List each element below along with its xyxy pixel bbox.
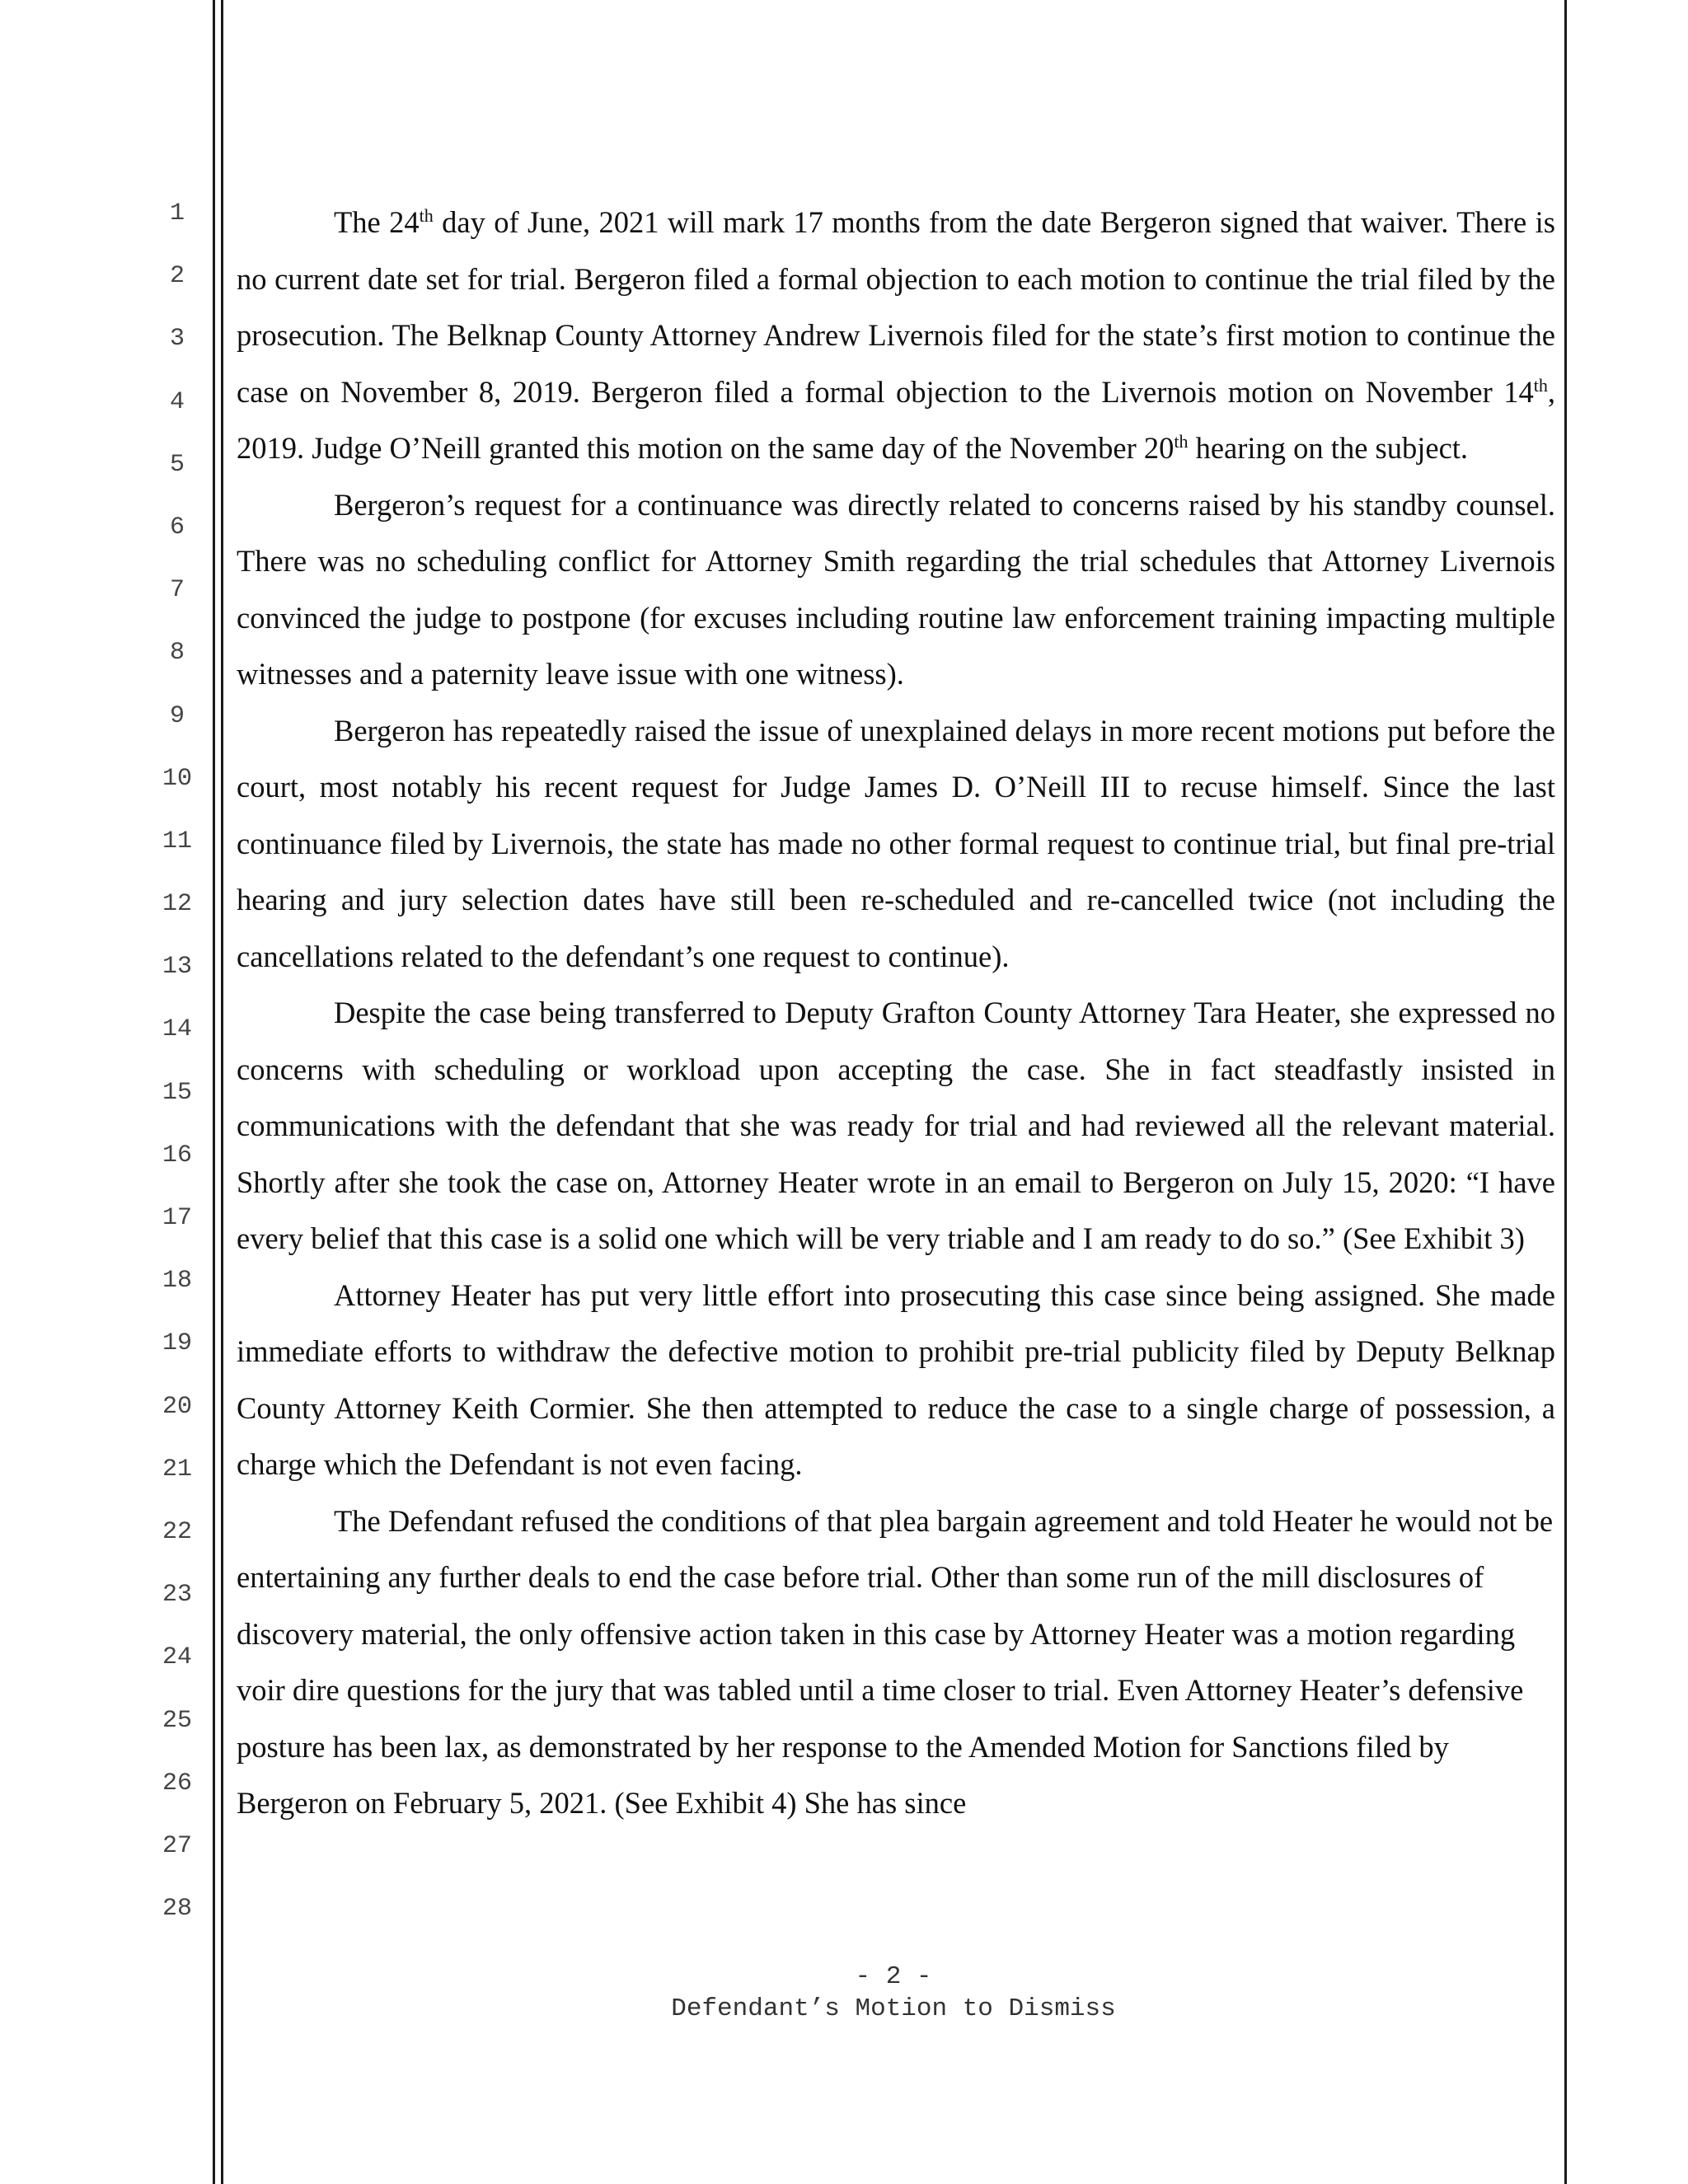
line-number: 4	[169, 387, 185, 416]
line-number: 9	[169, 701, 185, 730]
left-margin-rule-inner	[221, 0, 223, 2184]
paragraph-prosecution-effort: Attorney Heater has put very little effort into prosecuting this case since being assigned. She made immediate efforts to withdraw the defective motion to prohibit pre-trial publicity filed by Deputy Belknap County Attorney Keith Cormier. She then attempted to reduce the case to a single charge of possession, a charge which the Defendant is not even facing.	[237, 1277, 1555, 1481]
line-number: 24	[162, 1643, 192, 1672]
line-number: 28	[162, 1895, 192, 1924]
paragraph-waiver-timeline	[237, 194, 1555, 477]
paragraph-case-transfer: Despite the case being transferred to Deputy Grafton County Attorney Tara Heater, she expressed no concerns with scheduling or workload upon accepting the case. She in fact steadfastly insisted in communications with the defendant that she was ready for trial and had reviewed all the relevant material. Shortly after she took the case on, Attorney Heater wrote in an email to Bergeron on July 15, 2020: “I have every belief that this case is a solid one which will be very triable and I am ready to do so.” (See Exhibit 3)	[237, 996, 1555, 1255]
text-run: day of June, 2021 will mark 17 months from the date Bergeron signed that waiver. There is no current date set for trial. Bergeron filed a formal objection to each motion to continue the trial filed by the prosecution. The Belknap County Attorney Andrew Livernois filed for the state’s first motion to continue the case on November 8, 2019. Bergeron filed a formal objection to the Livernois motion on November 14	[237, 205, 1555, 409]
line-number: 10	[162, 764, 192, 793]
document-body	[237, 194, 1555, 1832]
line-number: 7	[169, 576, 185, 605]
ordinal-suffix: th	[1533, 374, 1548, 396]
line-number: 19	[162, 1329, 192, 1358]
left-margin-rule-outer	[213, 0, 215, 2184]
right-margin-rule	[1564, 0, 1567, 2184]
pleading-line-numbers	[148, 201, 206, 1959]
line-number: 16	[162, 1141, 192, 1169]
ordinal-suffix: th	[419, 204, 434, 226]
line-number: 23	[162, 1581, 192, 1610]
line-number: 12	[162, 890, 192, 919]
line-number: 22	[162, 1517, 192, 1546]
line-number: 21	[162, 1455, 192, 1483]
line-number: 3	[169, 325, 185, 354]
line-number: 26	[162, 1769, 192, 1797]
paragraph-continuance-request: Bergeron’s request for a continuance was directly related to concerns raised by his standby counsel. There was no scheduling conflict for Attorney Smith regarding the trial schedules that Attorney Livernois convinced the judge to postpone (for excuses including routine law enforcement training impacting multiple witnesses and a paternity leave issue with one witness).	[237, 487, 1555, 691]
paragraph-plea-refusal: The Defendant refused the conditions of that plea bargain agreement and told Heater he would not be entertaining any further deals to end the case before trial. Other than some run of the mill disclosures of discovery material, the only offensive action taken in this case by Attorney Heater was a motion regarding voir dire questions for the jury that was tabled until a time closer to trial. Even Attorney Heater’s defensive posture has been lax, as demonstrated by her response to the Amended Motion for Sanctions filed by Bergeron on February 5, 2021. (See Exhibit 4) She has since	[237, 1503, 1554, 1820]
line-number: 18	[162, 1267, 192, 1296]
text-run: hearing on the subject.	[1188, 431, 1469, 465]
line-number: 11	[162, 827, 192, 855]
text-run: The 24	[334, 205, 420, 239]
document-title-footer: Defendant’s Motion to Dismiss	[671, 1994, 1116, 2023]
ordinal-suffix: th	[1174, 430, 1189, 452]
line-number: 17	[162, 1204, 192, 1232]
line-number: 1	[169, 199, 185, 227]
page-number: - 2 -	[855, 1962, 932, 1991]
line-number: 15	[162, 1078, 192, 1107]
line-number: 8	[169, 639, 185, 668]
paragraph-unexplained-delays: Bergeron has repeatedly raised the issue of unexplained delays in more recent motions put before the court, most notably his recent request for Judge James D. O’Neill III to recuse himself. Since the last continuance filed by Livernois, the state has made no other formal request to continue trial, but final pre-trial hearing and jury selection dates have still been re-scheduled and re-cancelled twice (not including the cancellations related to the defendant’s one request to continue).	[237, 713, 1555, 973]
text-run: , 2019. Judge O’Neill granted this motion on the same day of the November 20	[237, 374, 1555, 465]
line-number: 6	[169, 513, 185, 541]
line-number: 25	[162, 1706, 192, 1735]
line-number: 13	[162, 953, 192, 982]
line-number: 27	[162, 1831, 192, 1860]
line-number: 2	[169, 262, 185, 291]
line-number: 20	[162, 1392, 192, 1421]
line-number: 14	[162, 1015, 192, 1044]
line-number: 5	[169, 450, 185, 479]
